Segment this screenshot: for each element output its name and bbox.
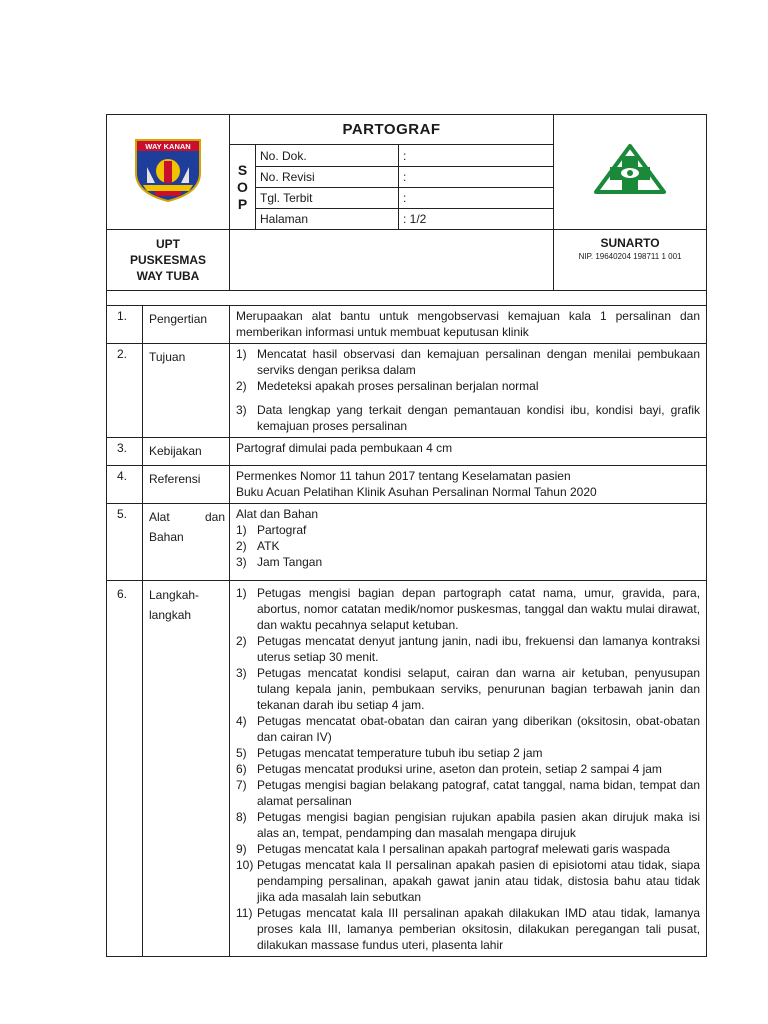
list-item: 2) ATK	[236, 539, 280, 553]
meta-label-page: Halaman	[256, 209, 399, 230]
table-row	[107, 466, 707, 504]
tools-list	[236, 522, 700, 570]
spacer-row	[107, 291, 707, 306]
meta-value-issued: :	[399, 188, 554, 209]
row-content	[230, 438, 707, 466]
table-row	[107, 581, 707, 957]
sop-letter-s: S	[237, 161, 248, 178]
row-label: Tujuan	[143, 344, 230, 438]
list-item: 8) Petugas mengisi bagian pengisian rujukan apabila pasien akan dirujuk maka isi alas an, tempat, pendamping dan masalah mengapa dirujuk	[236, 810, 701, 840]
blank-header-cell	[230, 230, 554, 291]
steps-list	[236, 585, 700, 953]
row-label: Kebijakan	[143, 438, 230, 466]
sop-document	[106, 114, 706, 957]
row-content	[230, 581, 707, 957]
row-label: Pengertian	[143, 306, 230, 344]
sop-letters	[230, 145, 256, 230]
row-content	[230, 306, 707, 344]
definition-text: Merupaakan alat bantu untuk mengobservasi kemajuan kala 1 persalinan dan memberikan informasi untuk membuat keputusan klinik	[236, 309, 701, 339]
reference-line: Buku Acuan Pelatihan Klinik Asuhan Persalinan Normal Tahun 2020	[236, 485, 597, 499]
row-number: 5.	[107, 504, 143, 581]
row-content	[230, 344, 707, 438]
puskesmas-cross-logo-icon	[590, 142, 670, 198]
list-item: 9) Petugas mencatat kala I persalinan apakah partograf melewati garis waspada	[236, 842, 670, 856]
meta-label-doc: No. Dok.	[256, 145, 399, 167]
policy-text: Partograf dimulai pada pembukaan 4 cm	[236, 441, 453, 455]
row-number: 3.	[107, 438, 143, 466]
sop-table	[106, 114, 707, 957]
meta-value-revision: :	[399, 167, 554, 188]
list-item: 1) Petugas mengisi bagian depan partograph catat nama, umur, gravida, para, abortus, nomor catatan medik/nomor puskesmas, tanggal dan waktu mulai dirawat, dan waktu pecahnya selaput ketuban.	[236, 586, 701, 632]
row-number: 6.	[107, 581, 143, 957]
sop-letter-p: P	[237, 195, 248, 212]
org-line-3: WAY TUBA	[136, 269, 200, 283]
document-title: PARTOGRAF	[230, 115, 554, 145]
org-line-2: PUSKESMAS	[129, 253, 206, 267]
row-number: 1.	[107, 306, 143, 344]
organization-name	[107, 230, 230, 291]
meta-label-revision: No. Revisi	[256, 167, 399, 188]
signatory	[554, 230, 707, 291]
list-item: 6) Petugas mencatat produksi urine, aseton dan protein, setiap 2 sampai 4 jam	[236, 762, 662, 776]
way-kanan-emblem-icon	[133, 137, 203, 203]
signatory-nip: NIP. 19640204 198711 1 001	[578, 252, 682, 261]
regency-logo-cell	[107, 115, 230, 230]
row-label: Langkah- langkah	[143, 581, 230, 957]
logo-text: WAY KANAN	[145, 141, 191, 151]
table-row	[107, 438, 707, 466]
org-line-1: UPT	[156, 237, 180, 251]
list-item: 2) Medeteksi apakah proses persalinan berjalan normal	[236, 379, 539, 393]
meta-value-doc: :	[399, 145, 554, 167]
table-row	[107, 344, 707, 438]
row-number: 4.	[107, 466, 143, 504]
health-logo-cell	[554, 115, 707, 230]
table-row	[107, 306, 707, 344]
objective-list	[236, 346, 700, 434]
row-number: 2.	[107, 344, 143, 438]
row-label: Alat dan Bahan	[143, 504, 230, 581]
list-item: 1) Mencatat hasil observasi dan kemajuan persalinan dengan menilai pembukaan serviks dengan periksa dalam	[236, 347, 701, 377]
list-item: 11) Petugas mencatat kala III persalinan apakah dilakukan IMD atau tidak, lamanya proses kala III, lamanya pemberian oksitosin, dilakukan peregangan tali pusat, dilakukan massase fundus uteri, plasenta lahir	[236, 906, 701, 952]
reference-line: Permenkes Nomor 11 tahun 2017 tentang Keselamatan pasien	[236, 469, 571, 483]
list-item: 7) Petugas mengisi bagian belakang patograf, catat tanggal, nama bidan, tempat dan alamat persalinan	[236, 778, 701, 808]
tools-intro: Alat dan Bahan	[236, 507, 319, 521]
sop-letter-o: O	[237, 178, 248, 195]
list-item: 4) Petugas mencatat obat-obatan dan cairan yang diberikan (oksitosin, obat-obatan dan cairan IV)	[236, 714, 701, 744]
row-content	[230, 504, 707, 581]
meta-value-page: : 1/2	[399, 209, 554, 230]
list-item: 5) Petugas mencatat temperature tubuh ibu setiap 2 jam	[236, 746, 543, 760]
list-item: 3) Data lengkap yang terkait dengan pemantauan kondisi ibu, kondisi bayi, grafik kemajuan proses persalinan	[236, 403, 701, 433]
row-label: Referensi	[143, 466, 230, 504]
list-item: 3) Petugas mencatat kondisi selaput, cairan dan warna air ketuban, penyusupan tulang kepala janin, pembukaan serviks, penurunan bagian terbawah janin dan tekanan darah ibu setiap 4 jam.	[236, 666, 701, 712]
table-row	[107, 504, 707, 581]
list-item: 1) Partograf	[236, 523, 307, 537]
list-item: 3) Jam Tangan	[236, 555, 323, 569]
signatory-name: SUNARTO	[600, 236, 660, 250]
list-item: 10) Petugas mencatat kala II persalinan apakah pasien di episiotomi atau tidak, siapa pendamping persalinan, apakah gawat janin atau tidak, distosia bahu atau tidak jika ada masalah lain sebutkan	[236, 858, 701, 904]
meta-label-issued: Tgl. Terbit	[256, 188, 399, 209]
row-content	[230, 466, 707, 504]
list-item: 2) Petugas mencatat denyut jantung janin, nadi ibu, frekuensi dan lamanya kontraksi uterus setiap 30 menit.	[236, 634, 701, 664]
